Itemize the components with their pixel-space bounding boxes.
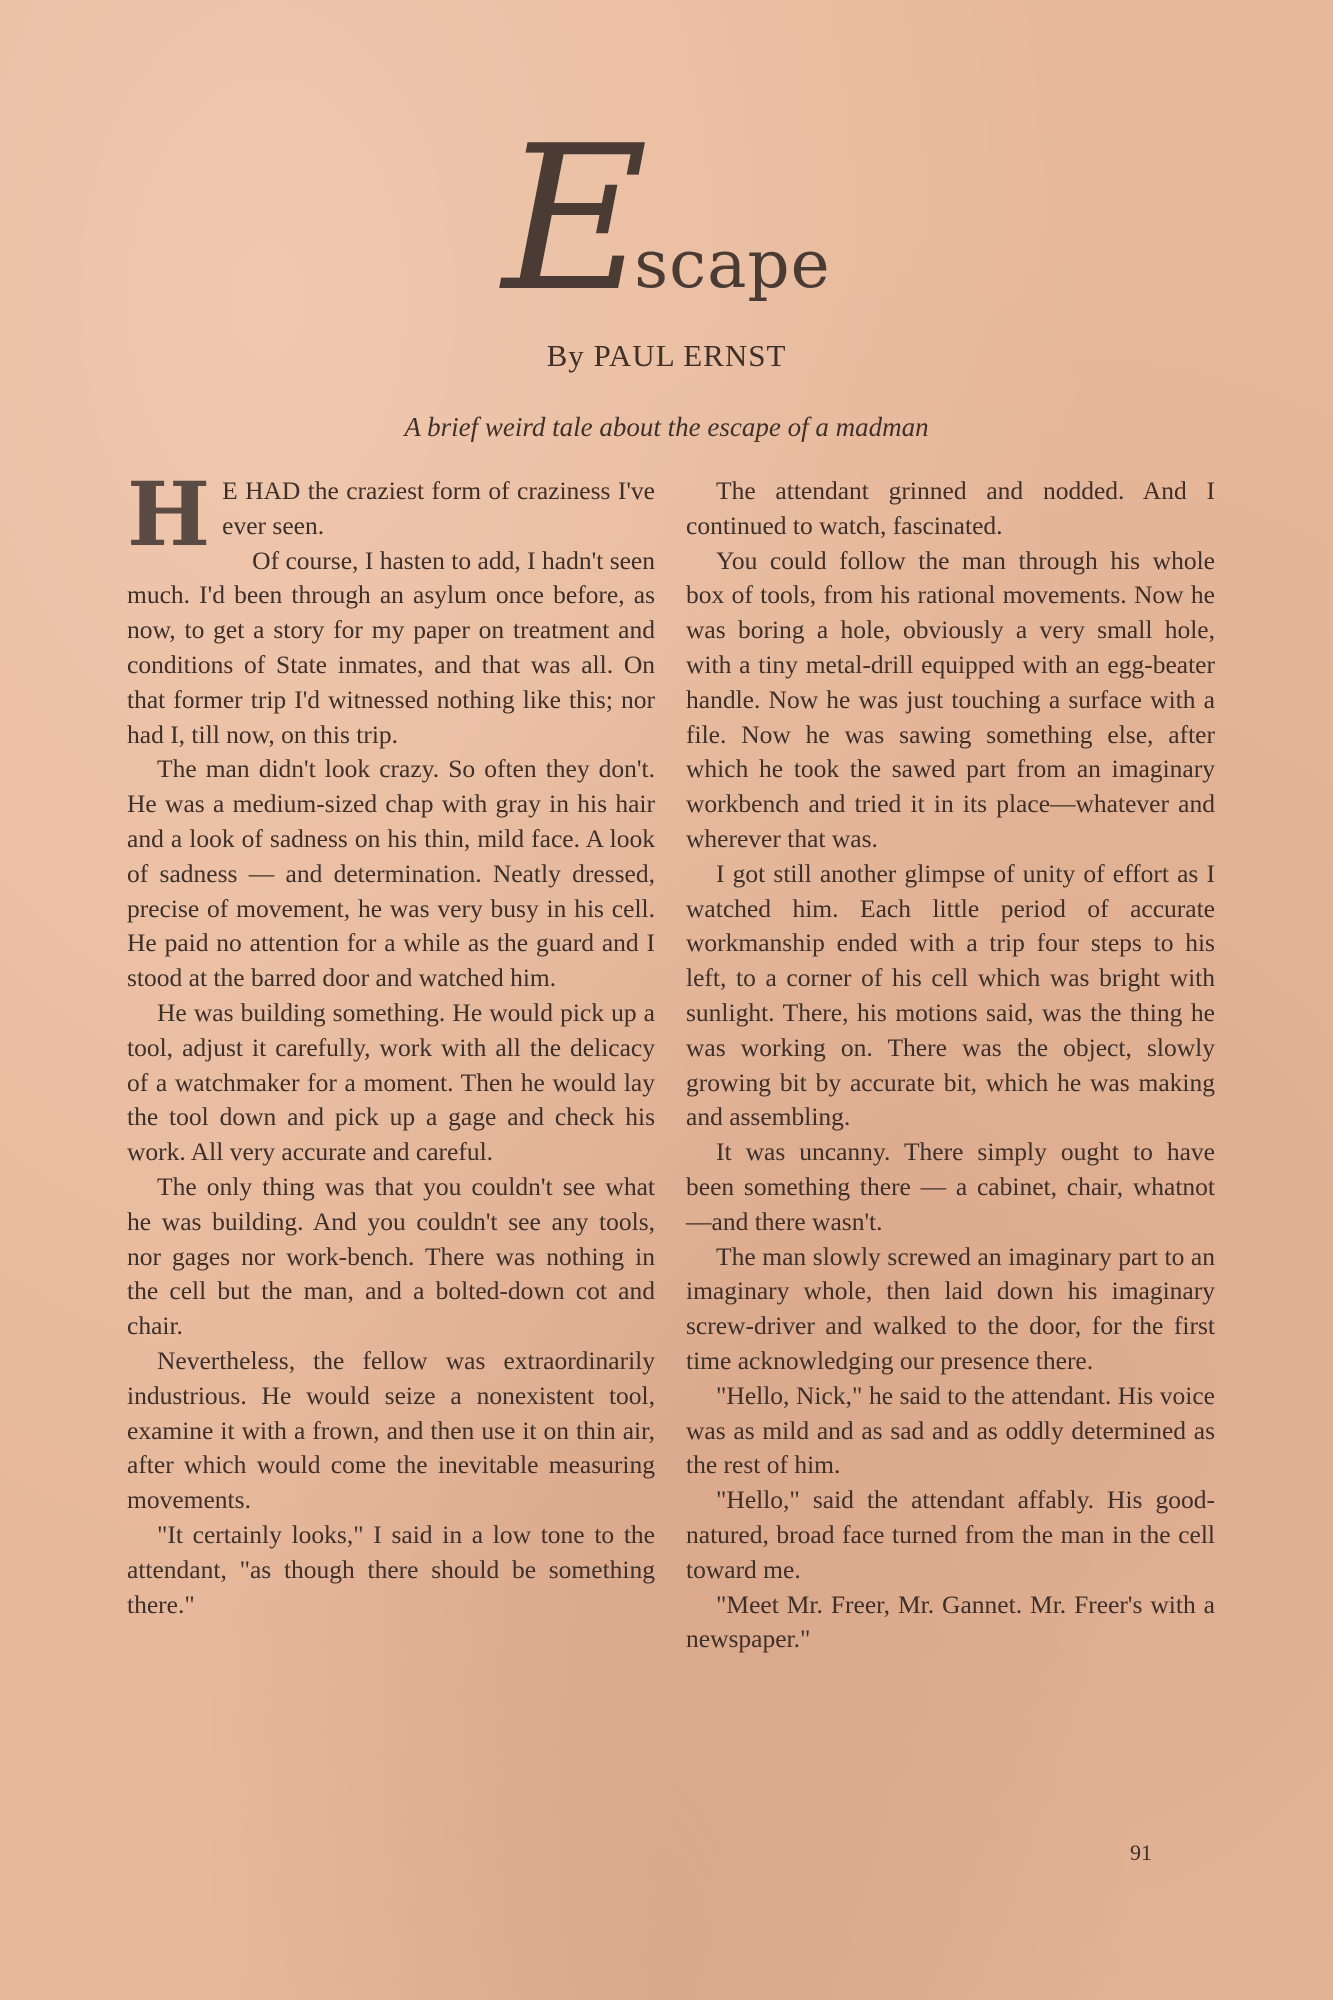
title-initial: E xyxy=(502,103,649,336)
story-title xyxy=(502,103,831,336)
paragraph: You could follow the man through his whole box of tools, from his rational movements. Now he was boring a hole, obviously a very small hole, with a tiny metal-drill equipped with an egg-beater handle. Now he was just touching a surface with a file. Now he was sawing something else, after which he took the sawed part from an imaginary workbench and tried it in its place—whatever and wherever that was. xyxy=(686,545,1215,853)
paragraph: Of course, I hasten to add, I hadn't seen much. I'd been through an asylum once before, as now, to get a story for my paper on treatment and conditions of State inmates, and that was all. On that former trip I'd witnessed nothing like this; nor had I, till now, on this trip. xyxy=(127,545,655,749)
byline: By PAUL ERNST xyxy=(546,338,787,373)
title-block xyxy=(0,103,1333,374)
right-column xyxy=(686,474,1215,1657)
paragraph: The attendant grinned and nodded. And I continued to watch, fascinated. xyxy=(686,476,1215,540)
paragraph: The man slowly screwed an imaginary part to an imaginary whole, then laid down his imaginary screw-driver and walked to the door, for the first time acknowledging our presence there. xyxy=(686,1241,1215,1375)
paragraph: "Hello, Nick," he said to the attendant. His voice was as mild and as sad and as oddly determined as the rest of him. xyxy=(686,1380,1215,1480)
paragraph: "It certainly looks," I said in a low tone to the attendant, "as though there should be something there." xyxy=(127,1519,655,1619)
paragraph: I got still another glimpse of unity of effort as I watched him. Each little period of accurate workmanship ended with a trip four steps to his left, to a corner of his cell which was bright with sunlight. There, his motions said, was the thing he was working on. There was the object, slowly growing bit by accurate bit, which he was making and assembling. xyxy=(686,858,1215,1132)
paragraph: "Meet Mr. Freer, Mr. Gannet. Mr. Freer's with a newspaper." xyxy=(686,1589,1215,1654)
paragraph: Nevertheless, the fellow was extraordinarily industrious. He would seize a nonexistent tool, examine it with a frown, and then use it on thin air, after which would come the inevitable measuring movements. xyxy=(127,1345,655,1515)
drop-cap: H xyxy=(127,462,211,566)
page-number: 91 xyxy=(1130,1840,1152,1865)
title-rest: scape xyxy=(634,226,831,303)
paragraph: The only thing was that you couldn't see what he was building. And you couldn't see any tools, nor gages nor work-bench. There was nothing in the cell but the man, and a bolted-down cot and chair. xyxy=(127,1171,655,1341)
paragraph: The man didn't look crazy. So often they don't. He was a medium-sized chap with gray in his hair and a look of sadness on his thin, mild face. A look of sadness — and determination. Neatly dressed, precise of movement, he was very busy in his cell. He paid no attention for a while as the guard and I stood at the barred door and watched him. xyxy=(127,754,655,993)
subtitle: A brief weird tale about the escape of a madman xyxy=(404,412,929,442)
paragraph: He was building something. He would pick up a tool, adjust it carefully, work with all the delicacy of a watchmaker for a moment. Then he would lay the tool down and pick up a gage and check his work. All very accurate and careful. xyxy=(127,997,655,1167)
paragraph: It was uncanny. There simply ought to have been something there — a cabinet, chair, whatnot—and there wasn't. xyxy=(686,1137,1215,1236)
paragraph xyxy=(127,462,655,566)
paragraph-text: E HAD the craziest form of craziness I've ever seen. xyxy=(222,476,655,540)
left-column xyxy=(127,462,655,1622)
paragraph: "Hello," said the attendant affably. His good-natured, broad face turned from the man in the cell toward me. xyxy=(686,1485,1215,1584)
